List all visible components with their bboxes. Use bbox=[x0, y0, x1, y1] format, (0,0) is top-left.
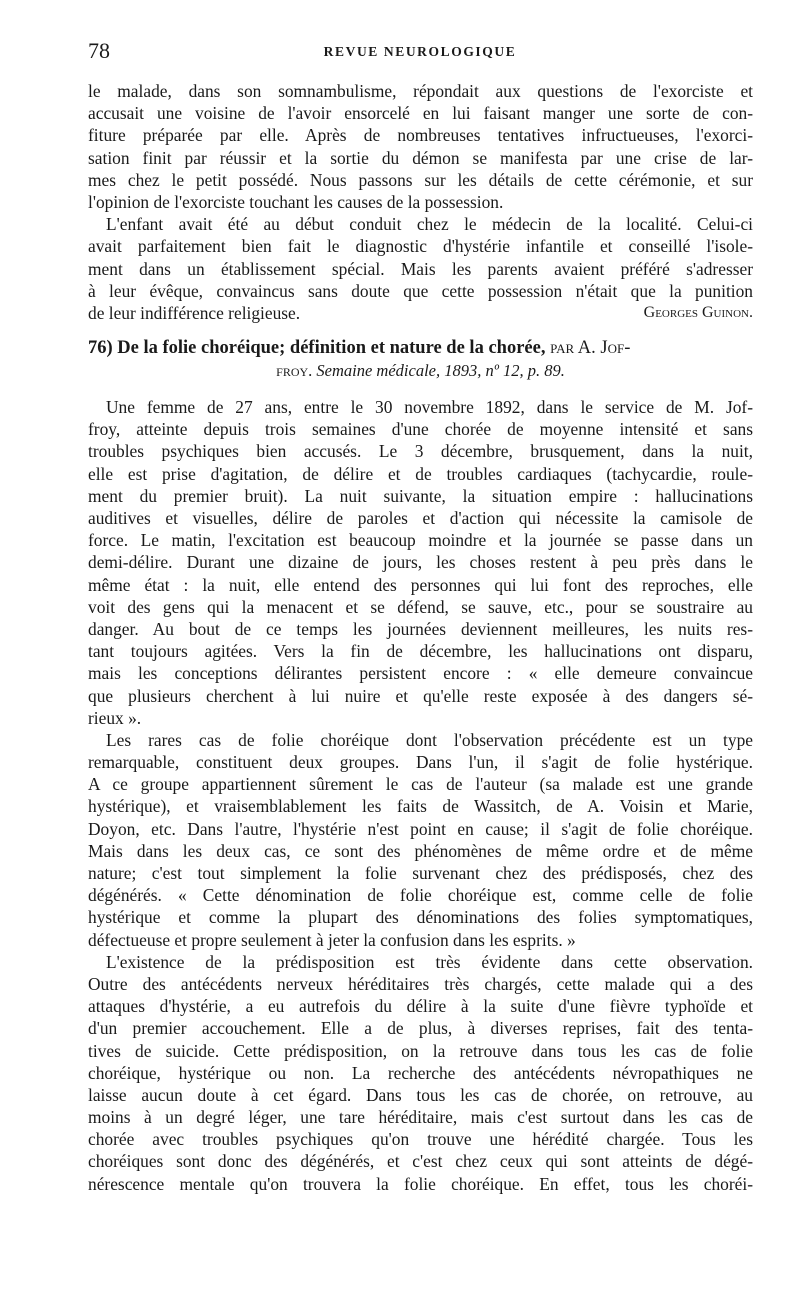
text-line: demi-délire. Durant une dizaine de jours, les choses restent à peu près dans le bbox=[88, 552, 753, 573]
text-line: attaques d'hystérie, a eu autrefois du délire à la suite d'une fièvre typhoïde et bbox=[88, 996, 753, 1017]
text-line: à leur évêque, convaincus sans doute que cette possession n'était que la punition bbox=[88, 280, 753, 301]
text-line: nature; c'est tout simplement la folie survenant chez des prédisposés, chez des bbox=[88, 863, 753, 883]
text-line: avait parfaitement bien fait le diagnostic d'hystérie infantile et conseillé l'isole- bbox=[88, 236, 753, 257]
article-paragraph1 bbox=[88, 396, 753, 729]
text-line: rieux ». bbox=[88, 707, 142, 728]
text-line: Outre des antécédents nerveux héréditaires très chargés, cette malade qui a des bbox=[88, 973, 753, 994]
text-line: que plusieurs cherchent à lui nuire et qu'elle reste exposée à des dangers sé- bbox=[88, 685, 753, 706]
text-line: même état : la nuit, elle entend des personnes qui lui font des reproches, elle bbox=[88, 574, 753, 595]
text-line: Une femme de 27 ans, entre le 30 novembre 1892, dans le service de M. Jof- bbox=[106, 397, 753, 418]
text-line: choréique, hystérique ou non. La recherche des antécédents névropathiques ne bbox=[88, 1062, 753, 1083]
author-signature: Georges Guinon. bbox=[643, 303, 753, 321]
article-author: par A. Jof- bbox=[550, 338, 631, 359]
text-line: elle est prise d'agitation, de délire et de troubles cardiaques (tachycardie, roule- bbox=[88, 463, 753, 484]
text-line: froy, atteinte depuis trois semaines d'une chorée de moyenne intensité et sans bbox=[88, 419, 753, 440]
journal-title: REVUE NEUROLOGIQUE bbox=[323, 44, 517, 59]
text-line: défectueuse et propre seulement à jeter la confusion dans les esprits. » bbox=[88, 929, 576, 950]
text-line: force. Le matin, l'excitation est beaucoup moindre et la journée se passe dans un bbox=[88, 530, 753, 551]
text-line: accusait une voisine de l'avoir ensorcelé en lui faisant manger une sorte de con- bbox=[88, 103, 753, 124]
text-line: dégénérés. « Cette dénomination de folie choréique est, comme celle de folie bbox=[88, 885, 753, 906]
text-line: A ce groupe appartiennent sûrement le cas de l'auteur (sa malade est une grande bbox=[88, 774, 753, 795]
text-line: Mais dans les deux cas, ce sont des phénomènes de même ordre et de même bbox=[88, 840, 753, 861]
section1-paragraph2 bbox=[88, 213, 753, 324]
text-line: hystérique et comme la plupart des dénominations des folies symptomatiques, bbox=[88, 907, 753, 928]
text-line: nérescence mentale qu'on trouvera la folie choréique. En effet, tous les choréi- bbox=[88, 1173, 753, 1194]
text-line: d'un premier accouchement. Elle a de plus, à diverses reprises, fait des tenta- bbox=[88, 1018, 753, 1039]
text-line: Doyon, etc. Dans l'autre, l'hystérie n'est point en cause; il s'agit de folie choréique. bbox=[88, 818, 753, 839]
article-reference bbox=[88, 360, 753, 382]
text-line: l'opinion de l'exorciste touchant les causes de la possession. bbox=[88, 191, 504, 212]
text-line: choréiques sont donc des dégénérés, et c'est chez ceux qui sont atteints de dégé- bbox=[88, 1151, 753, 1172]
reference-source: Semaine médicale, 1893, nº 12, p. 89. bbox=[316, 361, 565, 381]
article-title: 76) De la folie choréique; définition et nature de la chorée, bbox=[88, 338, 546, 359]
section1-paragraph1 bbox=[88, 80, 753, 213]
text-line: sation finit par réussir et la sortie du démon se manifesta par une crise de lar- bbox=[88, 147, 753, 168]
text-line: mes chez le petit possédé. Nous passons sur les détails de cette cérémonie, et sur bbox=[88, 169, 753, 190]
article-heading bbox=[88, 336, 753, 360]
text-line: L'enfant avait été au début conduit chez le médecin de la localité. Celui-ci bbox=[106, 214, 753, 235]
text-line: voit des gens qui la menacent et se défend, se sauve, etc., pour se soustraire au bbox=[88, 596, 753, 617]
text-line: danger. Au bout de ce temps les journées deviennent meilleures, les nuits res- bbox=[88, 618, 753, 639]
article-heading-block bbox=[88, 336, 753, 382]
text-line: Les rares cas de folie choréique dont l'observation précédente est un type bbox=[106, 729, 753, 750]
text-line: ment du premier bruit). La nuit suivante, la situation empire : hallucinations bbox=[88, 485, 753, 506]
text-line: hystérique), et vraisemblablement les faits de Wassitch, de A. Voisin et Marie, bbox=[88, 796, 753, 817]
text-line: mais les conceptions délirantes persistent encore : « elle demeure convaincue bbox=[88, 663, 753, 684]
page-number: 78 bbox=[88, 38, 110, 63]
text-line: fiture préparée par elle. Après de nombreuses tentatives infructueuses, l'exorci- bbox=[88, 125, 753, 146]
article-paragraph2 bbox=[88, 729, 753, 951]
text-line: troubles psychiques bien accusés. Le 3 décembre, brusquement, dans la nuit, bbox=[88, 441, 753, 462]
text-line: tant toujours agitées. Vers la fin de décembre, les hallucinations ont disparu, bbox=[88, 641, 753, 662]
text-line: L'existence de la prédisposition est très évidente dans cette observation. bbox=[106, 951, 753, 972]
text-line: remarquable, constituent deux groupes. Dans l'un, il s'agit de folie hystérique. bbox=[88, 752, 753, 773]
text-line: tives de suicide. Cette prédisposition, on la retrouve dans tous les cas de folie bbox=[88, 1040, 753, 1061]
text-line: le malade, dans son somnambulisme, répondait aux questions de l'exorciste et bbox=[88, 81, 753, 101]
reference-author: froy. bbox=[276, 361, 313, 381]
article-paragraph3 bbox=[88, 951, 753, 1195]
text-line bbox=[88, 302, 753, 324]
page-body bbox=[88, 80, 753, 1195]
running-head bbox=[88, 38, 752, 62]
text-line: auditives et visuelles, délire de paroles et d'action qui nécessite la camisole de bbox=[88, 508, 753, 528]
text-line: laisse aucun doute à cet égard. Dans tous les cas de chorée, on retrouve, au bbox=[88, 1084, 753, 1105]
text-line: moins à un degré léger, une tare héréditaire, mais c'est surtout dans les cas de bbox=[88, 1107, 753, 1128]
text-line: ment dans un établissement spécial. Mais les parents avaient préféré s'adresser bbox=[88, 258, 753, 279]
text-line: chorée avec troubles psychiques qu'on trouve une hérédité chargée. Tous les bbox=[88, 1129, 753, 1150]
text-line-end: de leur indifférence religieuse. bbox=[88, 302, 301, 323]
